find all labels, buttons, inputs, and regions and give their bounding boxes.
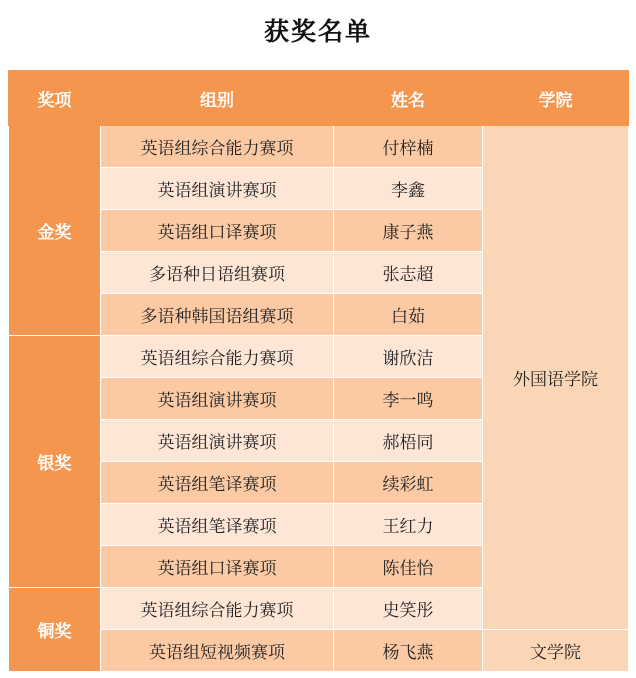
group-cell: 英语组笔译赛项 <box>101 462 334 504</box>
group-cell: 英语组口译赛项 <box>101 210 334 252</box>
group-cell: 英语组综合能力赛项 <box>101 126 334 168</box>
name-cell: 康子燕 <box>334 210 483 252</box>
group-cell: 英语组综合能力赛项 <box>101 588 334 630</box>
award-level-cell: 金奖 <box>9 126 101 336</box>
group-cell: 英语组笔译赛项 <box>101 504 334 546</box>
header-award: 奖项 <box>9 71 101 126</box>
name-cell: 白茹 <box>334 294 483 336</box>
name-cell: 张志超 <box>334 252 483 294</box>
group-cell: 英语组演讲赛项 <box>101 168 334 210</box>
award-table <box>8 70 629 672</box>
group-cell: 多语种韩国语组赛项 <box>101 294 334 336</box>
name-cell: 陈佳怡 <box>334 546 483 588</box>
header-name: 姓名 <box>334 71 483 126</box>
group-cell: 英语组口译赛项 <box>101 546 334 588</box>
college-cell: 外国语学院 <box>483 126 629 630</box>
name-cell: 续彩虹 <box>334 462 483 504</box>
name-cell: 李一鸣 <box>334 378 483 420</box>
table-body <box>9 126 629 672</box>
name-cell: 杨飞燕 <box>334 630 483 672</box>
table-header-row <box>9 71 629 126</box>
name-cell: 郝梧同 <box>334 420 483 462</box>
name-cell: 李鑫 <box>334 168 483 210</box>
page-title: 获奖名单 <box>263 17 372 46</box>
college-cell: 文学院 <box>483 630 629 672</box>
name-cell: 付梓楠 <box>334 126 483 168</box>
name-cell: 史笑彤 <box>334 588 483 630</box>
name-cell: 谢欣洁 <box>334 336 483 378</box>
group-cell: 英语组演讲赛项 <box>101 420 334 462</box>
table-row <box>9 126 629 168</box>
group-cell: 英语组综合能力赛项 <box>101 336 334 378</box>
table-row <box>9 630 629 672</box>
name-cell: 王红力 <box>334 504 483 546</box>
award-level-cell: 银奖 <box>9 336 101 588</box>
group-cell: 英语组短视频赛项 <box>101 630 334 672</box>
award-level-cell: 铜奖 <box>9 588 101 672</box>
header-group: 组别 <box>101 71 334 126</box>
header-college: 学院 <box>483 71 629 126</box>
group-cell: 英语组演讲赛项 <box>101 378 334 420</box>
group-cell: 多语种日语组赛项 <box>101 252 334 294</box>
